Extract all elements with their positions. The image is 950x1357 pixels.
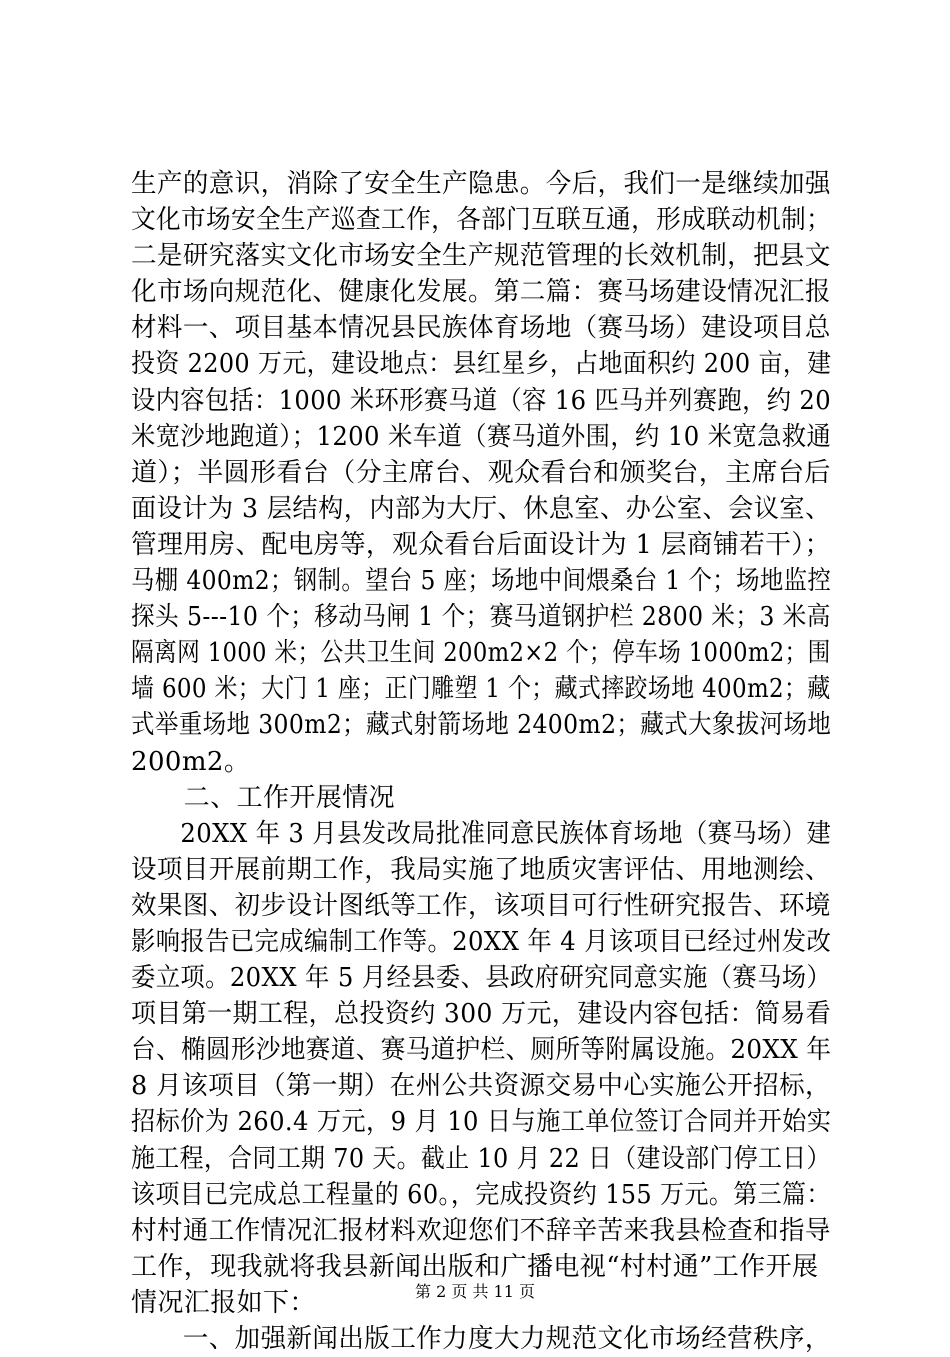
text-line: 施工程，合同工期 70 天。截止 10 月 22 日（建设部门停工日）: [131, 1143, 831, 1174]
text-line: 招标价为 260.4 万元，9 月 10 日与施工单位签订合同并开始实: [131, 1107, 832, 1138]
text-line: 设内容包括：1000 米环形赛马道（容 16 匹马并列赛跑，约 20: [131, 385, 832, 416]
text-line: 投资 2200 万元，建设地点：县红星乡，占地面积约 200 亩，建: [131, 349, 832, 380]
page-number-footer: 第 2 页 共 11 页: [415, 1282, 535, 1301]
document-body: [131, 166, 831, 1357]
text-line: 影响报告已完成编制工作等。20XX 年 4 月该项目已经过州发改: [131, 926, 832, 957]
text-line: 面设计为 3 层结构，内部为大厅、休息室、办公室、会议室、: [131, 493, 831, 524]
text-line: 工作，现我就将我县新闻出版和广播电视“村村通”工作开展: [131, 1251, 819, 1282]
text-line: 道）；半圆形看台（分主席台、观众看台和颁奖台，主席台后: [131, 457, 831, 488]
text-line: 隔离网 1000 米；公共卫生间 200m2×2 个；停车场 1000m2；围: [131, 638, 831, 669]
text-line: 20XX 年 3 月县发改局批准同意民族体育场地（赛马场）建: [131, 818, 832, 849]
text-line: 化市场向规范化、健康化发展。第二篇：赛马场建设情况汇报: [131, 277, 831, 308]
text-line: 马棚 400m2；钢制。望台 5 座；场地中间煨桑台 1 个；场地监控: [131, 566, 832, 597]
text-line: 台、椭圆形沙地赛道、赛马道护栏、厕所等附属设施。20XX 年: [131, 1035, 832, 1066]
text-line: 探头 5---10 个；移动马闸 1 个；赛马道钢护栏 2800 米；3 米高: [131, 602, 831, 633]
section-heading: 二、工作开展情况: [131, 782, 396, 813]
text-line: 生产的意识，消除了安全生产隐患。今后，我们一是继续加强: [131, 169, 831, 199]
text-line: 情况汇报如下：: [131, 1287, 316, 1318]
text-line: 效果图、初步设计图纸等工作，该项目可行性研究报告、环境: [131, 890, 831, 921]
text-line: 二是研究落实文化市场安全生产规范管理的长效机制，把县文: [131, 241, 831, 272]
text-line: 委立项。20XX 年 5 月经县委、县政府研究同意实施（赛马场）: [131, 963, 832, 994]
text-line: 墙 600 米；大门 1 座；正门雕塑 1 个；藏式摔跤场地 400m2；藏: [131, 674, 831, 705]
text-line: 文化市场安全生产巡查工作，各部门互联互通，形成联动机制；: [131, 205, 832, 236]
text-line: 8 月该项目（第一期）在州公共资源交易中心实施公开招标，: [131, 1071, 831, 1102]
text-line: 式举重场地 300m2；藏式射箭场地 2400m2；藏式大象拔河场地: [131, 710, 832, 741]
text-line: 管理用房、配电房等，观众看台后面设计为 1 层商铺若干）；: [131, 529, 831, 560]
section-heading: 一、加强新闻出版工作力度大力规范文化市场经营秩序，: [131, 1324, 831, 1354]
text-line: 材料一、项目基本情况县民族体育场地（赛马场）建设项目总: [131, 313, 831, 344]
text-line: 该项目已完成总工程量的 60。，完成投资约 155 万元。第三篇：: [131, 1179, 831, 1210]
text-line: 米宽沙地跑道）；1200 米车道（赛马道外围，约 10 米宽急救通: [131, 421, 832, 452]
text-line: 村村通工作情况汇报材料欢迎您们不辞辛苦来我县检查和指导: [131, 1215, 831, 1246]
text-line: 200m2。: [131, 746, 251, 777]
text-line: 项目第一期工程，总投资约 300 万元，建设内容包括：简易看: [131, 999, 832, 1030]
text-line: 设项目开展前期工作，我局实施了地质灾害评估、用地测绘、: [131, 854, 831, 885]
